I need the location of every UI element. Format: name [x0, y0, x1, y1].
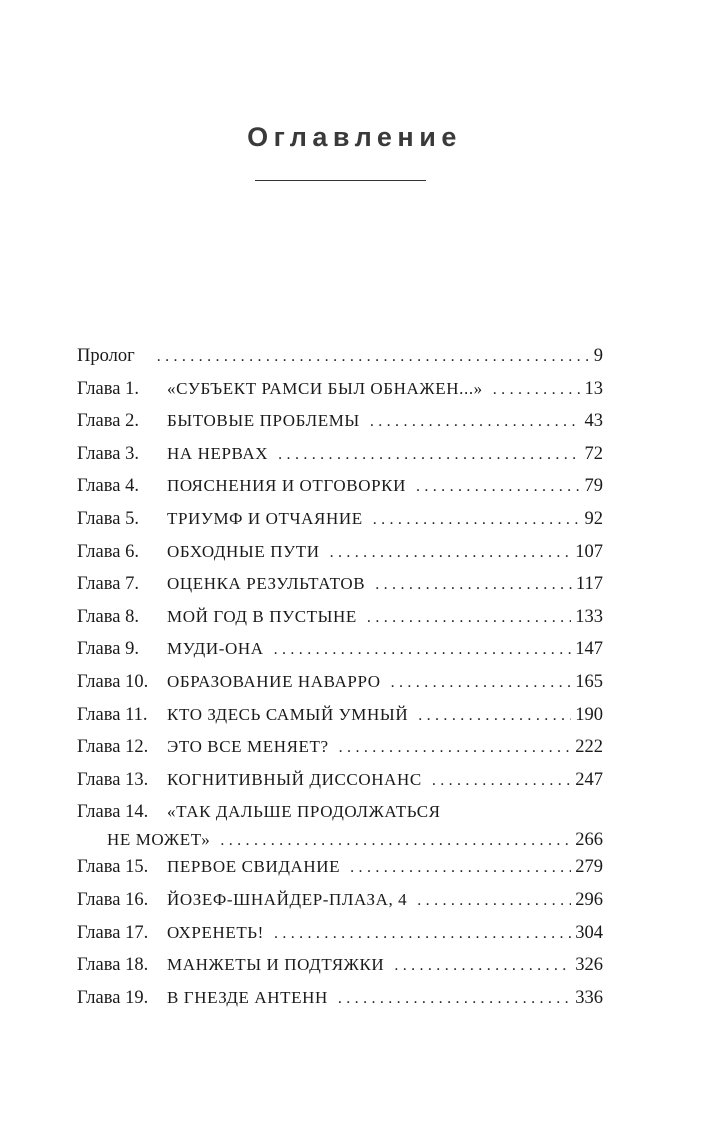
toc-entry-chapter-10[interactable] — [77, 666, 603, 699]
toc-entry-label: Глава 17. — [77, 922, 149, 943]
toc-entry-chapter-5[interactable] — [77, 503, 603, 536]
toc-entry-page: 326 — [575, 955, 603, 976]
toc-entry-title: В ГНЕЗДЕ АНТЕНН — [167, 987, 328, 1007]
toc-entry-page: 247 — [575, 769, 603, 790]
toc-entry-chapter-7[interactable] — [77, 568, 603, 601]
toc-entry-page: 266 — [575, 829, 603, 850]
leader-dots — [370, 406, 581, 439]
toc-entry-title: БЫТОВЫЕ ПРОБЛЕМЫ — [167, 411, 360, 431]
toc-entry-chapter-1[interactable] — [77, 373, 603, 406]
toc-entry-title: «ТАК ДАЛЬШЕ ПРОДОЛЖАТЬСЯ — [167, 802, 441, 822]
toc-entry-page: 304 — [575, 922, 603, 943]
toc-entry-title: ОБРАЗОВАНИЕ НАВАРРО — [167, 671, 381, 691]
toc-entry-title: НА НЕРВАХ — [167, 443, 269, 463]
leader-dots — [375, 569, 572, 602]
toc-entry-chapter-17[interactable] — [77, 917, 603, 950]
toc-entry-label: Глава 16. — [77, 889, 149, 910]
toc-entry-chapter-9[interactable] — [77, 633, 603, 666]
leader-dots — [338, 983, 571, 1016]
toc-entry-label: Глава 2. — [77, 411, 139, 432]
toc-entry-chapter-14[interactable] — [77, 796, 603, 851]
leader-dots — [339, 732, 572, 765]
table-of-contents — [77, 340, 603, 1014]
leader-dots — [350, 852, 571, 885]
toc-entry-chapter-18[interactable] — [77, 949, 603, 982]
toc-entry-chapter-2[interactable] — [77, 405, 603, 438]
leader-dots — [493, 374, 581, 407]
leader-dots — [418, 700, 571, 733]
toc-entry-title: МУДИ-ОНА — [167, 639, 264, 659]
toc-entry-page: 92 — [584, 508, 603, 529]
leader-dots — [278, 439, 580, 472]
leader-dots — [373, 504, 581, 537]
toc-entry-page: 13 — [584, 378, 603, 399]
toc-entry-page: 107 — [575, 541, 603, 562]
toc-entry-page: 222 — [575, 737, 603, 758]
toc-entry-title: ПОЯСНЕНИЯ И ОТГОВОРКИ — [167, 476, 406, 496]
toc-entry-chapter-8[interactable] — [77, 601, 603, 634]
toc-entry-label: Пролог — [77, 346, 135, 366]
toc-entry-label: Глава 13. — [77, 769, 149, 790]
toc-entry-title: ТРИУМФ И ОТЧАЯНИЕ — [167, 508, 363, 528]
toc-entry-chapter-6[interactable] — [77, 536, 603, 569]
toc-entry-label: Глава 5. — [77, 508, 139, 529]
toc-entry-chapter-13[interactable] — [77, 764, 603, 797]
leader-dots — [367, 602, 571, 635]
toc-entry-prolog[interactable] — [77, 340, 603, 373]
toc-entry-chapter-16[interactable] — [77, 884, 603, 917]
toc-entry-title-continued: НЕ МОЖЕТ» — [107, 829, 211, 849]
leader-dots — [391, 667, 572, 700]
leader-dots — [330, 537, 572, 570]
toc-entry-page: 43 — [584, 411, 603, 432]
toc-entry-chapter-15[interactable] — [77, 851, 603, 884]
toc-entry-page: 190 — [575, 704, 603, 725]
title-underline — [255, 180, 426, 181]
toc-entry-label: Глава 14. — [77, 802, 149, 823]
leader-dots — [417, 885, 571, 918]
leader-dots — [274, 634, 572, 667]
toc-entry-title: ЙОЗЕФ-ШНАЙДЕР-ПЛАЗА, 4 — [167, 889, 408, 909]
toc-entry-page: 72 — [584, 443, 603, 464]
toc-entry-page: 117 — [575, 574, 603, 595]
toc-entry-page: 296 — [575, 889, 603, 910]
toc-entry-label: Глава 10. — [77, 671, 149, 692]
toc-entry-label: Глава 1. — [77, 378, 139, 399]
toc-entry-label: Глава 6. — [77, 541, 139, 562]
toc-entry-page: 147 — [575, 639, 603, 660]
toc-entry-title: ОБХОДНЫЕ ПУТИ — [167, 541, 320, 561]
toc-entry-chapter-11[interactable] — [77, 699, 603, 732]
toc-entry-label: Глава 18. — [77, 955, 149, 976]
toc-entry-title: КОГНИТИВНЫЙ ДИССОНАНС — [167, 769, 422, 789]
toc-entry-page: 79 — [584, 476, 603, 497]
toc-entry-title: КТО ЗДЕСЬ САМЫЙ УМНЫЙ — [167, 704, 409, 724]
toc-entry-label: Глава 11. — [77, 704, 148, 725]
toc-entry-chapter-4[interactable] — [77, 470, 603, 503]
toc-entry-page: 133 — [575, 606, 603, 627]
toc-entry-title: ОЦЕНКА РЕЗУЛЬТАТОВ — [167, 574, 366, 594]
toc-entry-chapter-3[interactable] — [77, 438, 603, 471]
page-title: Оглавление — [247, 122, 462, 152]
leader-dots — [157, 341, 589, 374]
toc-entry-label: Глава 19. — [77, 987, 149, 1008]
toc-entry-label: Глава 15. — [77, 857, 149, 878]
toc-entry-title: МОЙ ГОД В ПУСТЫНЕ — [167, 606, 357, 626]
toc-entry-label: Глава 3. — [77, 443, 139, 464]
toc-entry-page: 336 — [575, 987, 603, 1008]
toc-entry-title: ЭТО ВСЕ МЕНЯЕТ? — [167, 737, 329, 757]
toc-entry-label: Глава 12. — [77, 737, 149, 758]
toc-entry-label: Глава 7. — [77, 574, 139, 595]
toc-entry-chapter-12[interactable] — [77, 731, 603, 764]
leader-dots — [220, 830, 571, 852]
toc-entry-chapter-19[interactable] — [77, 982, 603, 1015]
leader-dots — [274, 918, 571, 951]
toc-entry-label: Глава 4. — [77, 476, 139, 497]
toc-entry-page: 9 — [593, 346, 603, 366]
leader-dots — [416, 471, 581, 504]
toc-entry-title: ПЕРВОЕ СВИДАНИЕ — [167, 857, 341, 877]
toc-entry-label: Глава 9. — [77, 639, 139, 660]
toc-entry-title: ОХРЕНЕТЬ! — [167, 922, 264, 942]
leader-dots — [394, 950, 571, 983]
leader-dots — [432, 765, 571, 798]
toc-entry-label: Глава 8. — [77, 606, 139, 627]
toc-entry-title: МАНЖЕТЫ И ПОДТЯЖКИ — [167, 955, 385, 975]
toc-entry-page: 279 — [575, 857, 603, 878]
toc-entry-title: «СУБЪЕКТ РАМСИ БЫЛ ОБНАЖЕН...» — [167, 378, 483, 398]
toc-entry-page: 165 — [575, 671, 603, 692]
